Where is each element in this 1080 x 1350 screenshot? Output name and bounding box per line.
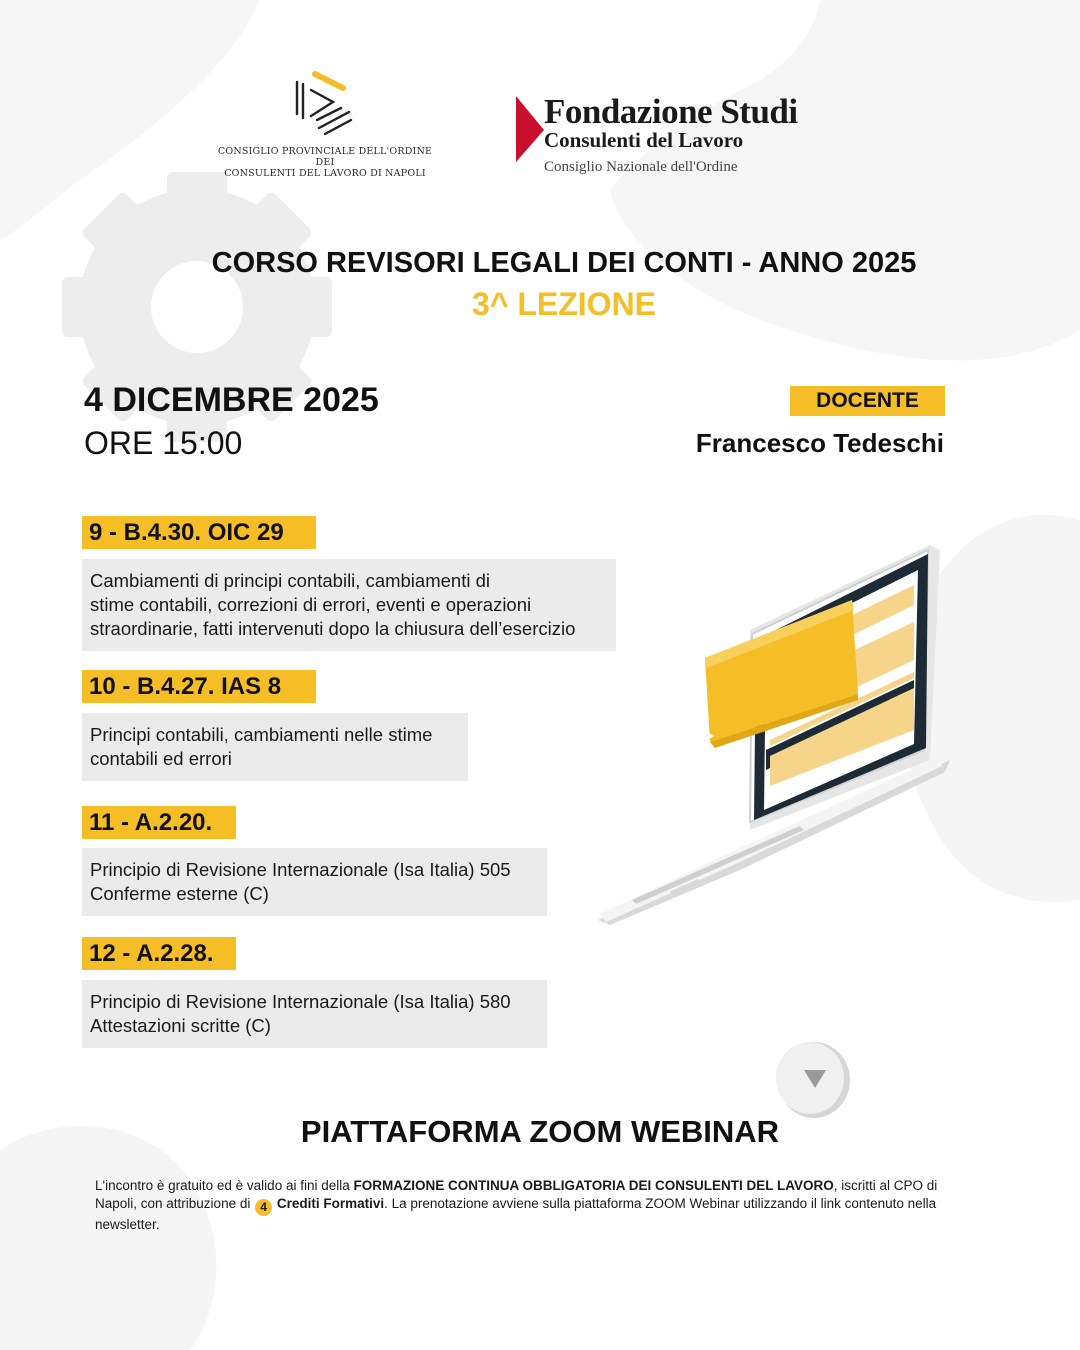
event-time: ORE 15:00 — [84, 425, 243, 461]
red-play-icon — [514, 96, 544, 164]
fondazione-line-3: Consiglio Nazionale dell'Ordine — [544, 159, 738, 175]
topic-1-line-1: Cambiamenti di principi contabili, cambiamenti di — [90, 570, 490, 591]
topic-description-2 — [82, 713, 468, 781]
laptop-illustration — [590, 530, 950, 930]
topic-4-line-1: Principio di Revisione Internazionale (Isa Italia) 580 — [90, 991, 511, 1012]
credits-badge: 4 — [255, 1199, 272, 1216]
cpo-logo-icon — [285, 70, 365, 140]
topic-4-line-2: Attestazioni scritte (C) — [90, 1015, 271, 1036]
topic-code-3: 11 - A.2.20. — [82, 806, 236, 839]
bg-blob-bottom-left — [0, 1126, 216, 1350]
topic-code-1: 9 - B.4.30. OIC 29 — [82, 516, 316, 549]
platform-title: PIATTAFORMA ZOOM WEBINAR — [300, 1114, 780, 1149]
course-title: CORSO REVISORI LEGALI DEI CONTI - ANNO 2025 — [211, 247, 917, 279]
topic-1-line-2: stime contabili, correzioni di errori, eventi e operazioni — [90, 594, 532, 615]
cpo-caption-line-1: CONSIGLIO PROVINCIALE DELL'ORDINE DEI — [217, 146, 433, 168]
docente-badge: DOCENTE — [790, 386, 945, 416]
topic-description-3 — [82, 848, 547, 916]
lesson-subtitle: 3^ LEZIONE — [471, 286, 657, 322]
topic-description-1 — [82, 559, 616, 651]
cpo-caption-line-2: CONSULENTI DEL LAVORO DI NAPOLI — [224, 168, 426, 179]
topic-code-4: 12 - A.2.28. — [82, 937, 236, 970]
topic-1-line-3: straordinarie, fatti intervenuti dopo la chiusura dell’esercizio — [90, 618, 576, 639]
footer-part-3: . La prenotazione avviene sulla piattaforma ZOOM Webinar utilizzando il link contenuto nella newsletter. — [95, 1196, 937, 1232]
topic-3-line-2: Conferme esterne (C) — [90, 883, 269, 904]
cpo-napoli-logo — [210, 70, 440, 179]
fondazione-studi-logo — [514, 94, 834, 184]
fondazione-line-1: Fondazione Studi — [544, 92, 798, 131]
footer-text — [95, 1177, 945, 1234]
event-date: 4 DICEMBRE 2025 — [84, 381, 379, 419]
play-circle-icon — [770, 1036, 854, 1122]
footer-part-1: L'incontro è gratuito ed è valido ai fini della — [95, 1178, 354, 1193]
topic-2-line-1: Principi contabili, cambiamenti nelle stime — [90, 724, 433, 745]
footer-part-2: , iscritti al CPO di Napoli, con attribuzione di — [95, 1178, 938, 1211]
footer-bold-2: Crediti Formativi — [276, 1196, 385, 1211]
topic-2-line-2: contabili ed errori — [90, 748, 232, 769]
topic-description-4 — [82, 980, 547, 1048]
fondazione-line-2: Consulenti del Lavoro — [544, 128, 744, 152]
docente-name: Francesco Tedeschi — [695, 428, 944, 458]
topic-3-line-1: Principio di Revisione Internazionale (Isa Italia) 505 — [90, 859, 511, 880]
footer-bold-1: FORMAZIONE CONTINUA OBBLIGATORIA DEI CONSULENTI DEL LAVORO — [353, 1178, 834, 1193]
topic-code-2: 10 - B.4.27. IAS 8 — [82, 670, 316, 703]
